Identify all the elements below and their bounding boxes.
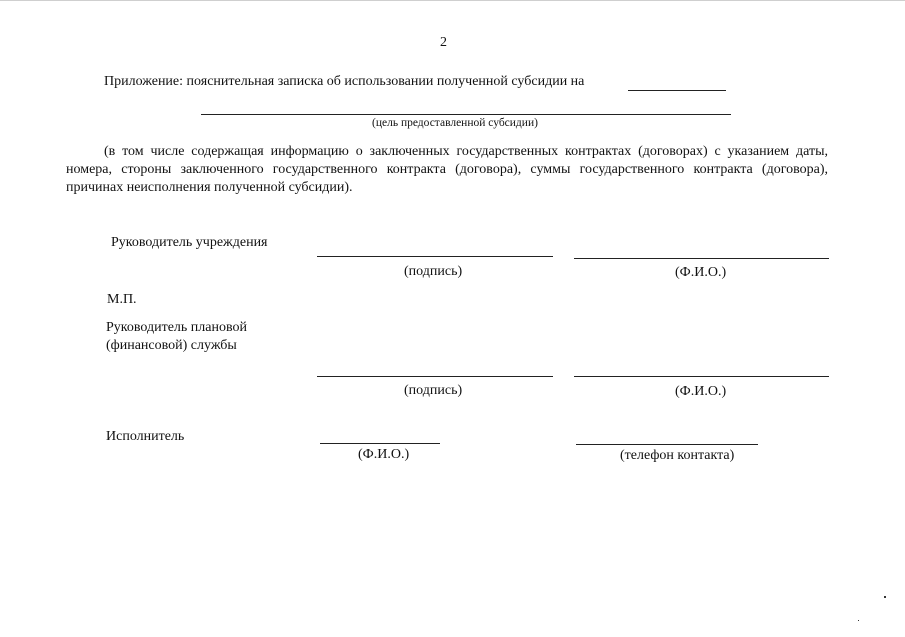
executor-label: Исполнитель	[106, 429, 185, 444]
seal-label: М.П.	[107, 292, 137, 307]
purpose-caption: (цель предоставленной субсидии)	[372, 117, 538, 129]
executor-phone-caption: (телефон контакта)	[620, 448, 735, 463]
scan-speck	[858, 620, 859, 621]
head-label: Руководитель учреждения	[111, 235, 268, 250]
finance-name-caption: (Ф.И.О.)	[675, 384, 727, 399]
executor-name-caption: (Ф.И.О.)	[358, 447, 410, 462]
scan-speck	[884, 596, 886, 598]
page-number: 2	[440, 35, 447, 50]
head-name-line	[574, 258, 829, 259]
finance-signature-line	[317, 376, 553, 377]
finance-head-label-line1: Руководитель плановой	[106, 320, 247, 335]
head-name-caption: (Ф.И.О.)	[675, 265, 727, 280]
appendix-text: Приложение: пояснительная записка об использовании полученной субсидии на	[104, 74, 585, 89]
finance-name-line	[574, 376, 829, 377]
explanatory-paragraph: (в том числе содержащая информацию о заключенных государственных контрактах (договорах) с указанием даты, номера, стороны заключенного государственного контракта (договора), суммы государственного контракта (договора), причинах неисполнения полученной субсидии).	[66, 144, 828, 195]
finance-signature-caption: (подпись)	[404, 383, 463, 398]
head-signature-caption: (подпись)	[404, 264, 463, 279]
appendix-blank-line	[628, 90, 726, 91]
page-top-edge	[0, 0, 905, 1]
executor-phone-line	[576, 444, 758, 445]
head-signature-line	[317, 256, 553, 257]
finance-head-label-line2: (финансовой) службы	[106, 338, 237, 353]
purpose-line	[201, 114, 731, 115]
executor-name-line	[320, 443, 440, 444]
